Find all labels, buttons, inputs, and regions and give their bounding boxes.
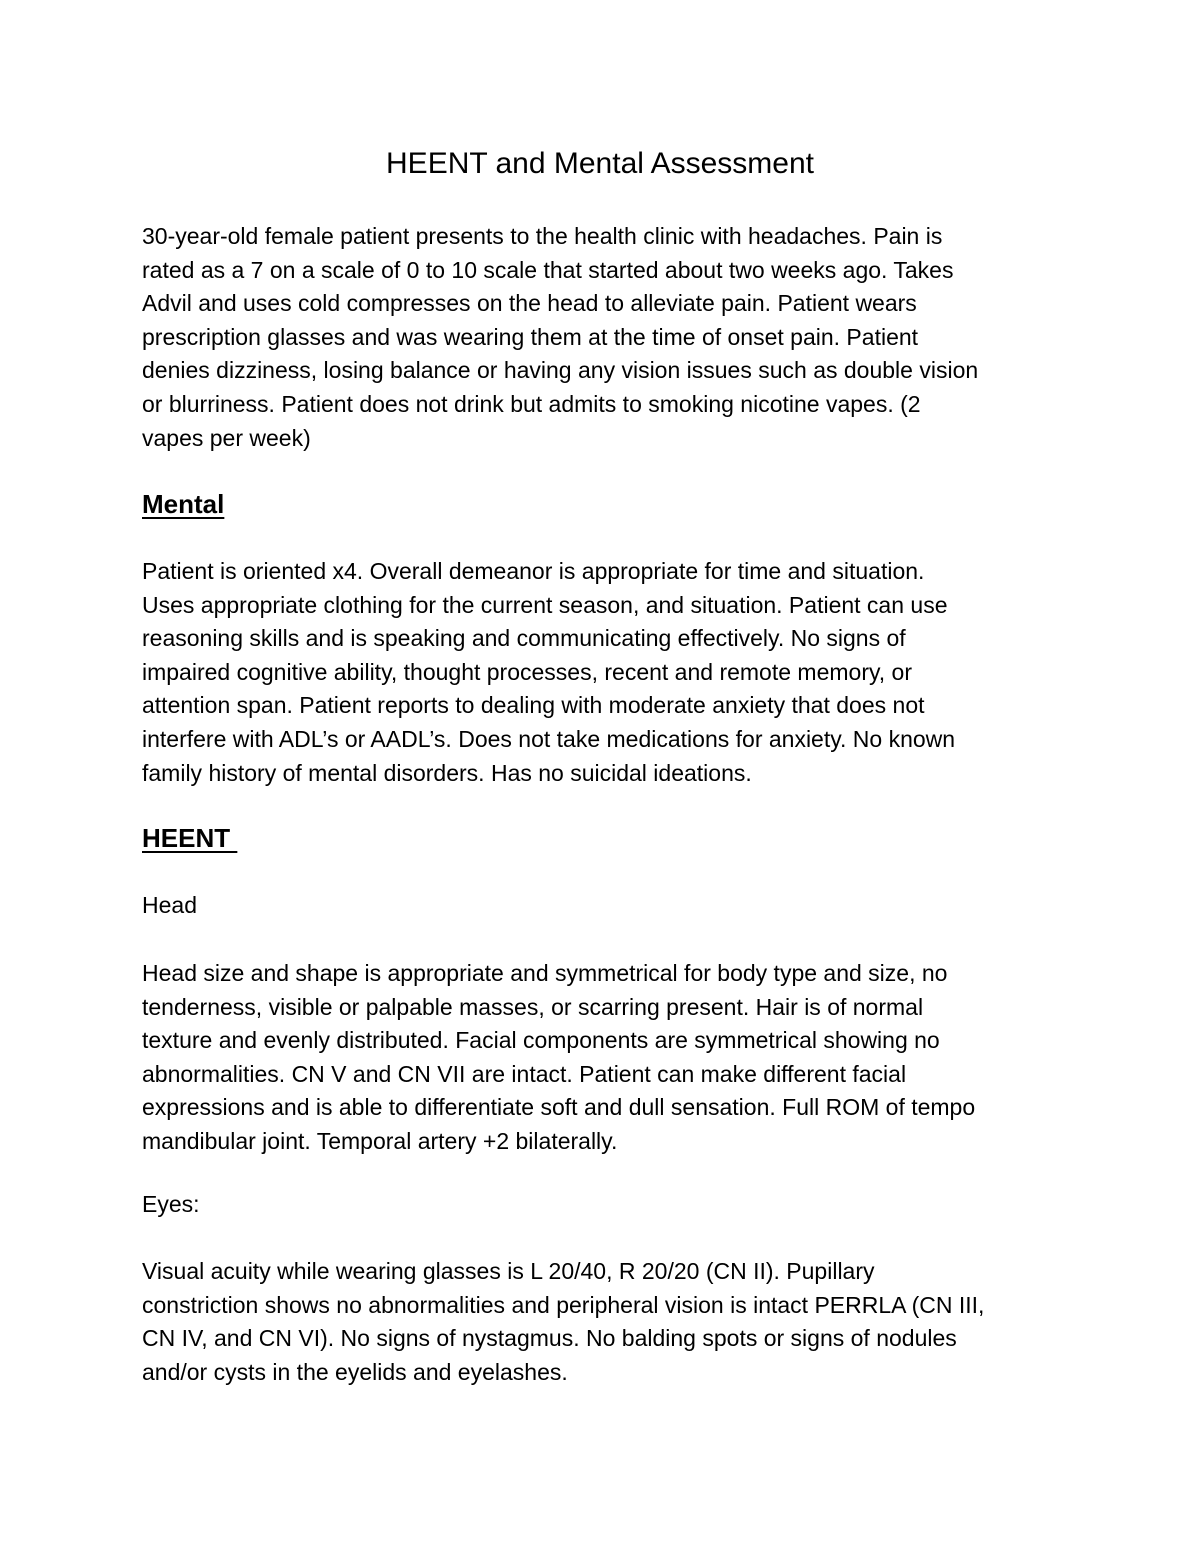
heent-heading: HEENT: [142, 823, 238, 853]
paragraph-line: vapes per week): [142, 424, 311, 451]
paragraph-line: and/or cysts in the eyelids and eyelashes.: [142, 1358, 568, 1385]
mental-heading: Mental: [142, 489, 225, 519]
intro-paragraph: [142, 220, 1072, 455]
paragraph-line: prescription glasses and was wearing them at the time of onset pain. Patient: [142, 323, 919, 350]
paragraph-line: family history of mental disorders. Has no suicidal ideations.: [142, 759, 752, 786]
document-title: HEENT and Mental Assessment: [386, 147, 814, 180]
paragraph-line: abnormalities. CN V and CN VII are intact. Patient can make different facial: [142, 1060, 907, 1087]
mental-paragraph: [142, 555, 1072, 790]
paragraph-line: impaired cognitive ability, thought processes, recent and remote memory, or: [142, 658, 913, 685]
paragraph-line: Patient is oriented x4. Overall demeanor is appropriate for time and situation.: [142, 558, 925, 584]
head-paragraph: [142, 957, 1072, 1159]
paragraph-line: rated as a 7 on a scale of 0 to 10 scale that started about two weeks ago. Takes: [142, 256, 954, 283]
paragraph-line: attention span. Patient reports to dealing with moderate anxiety that does not: [142, 692, 925, 719]
paragraph-line: Visual acuity while wearing glasses is L 20/40, R 20/20 (CN II). Pupillary: [142, 1258, 875, 1284]
paragraph-line: mandibular joint. Temporal artery +2 bilaterally.: [142, 1127, 618, 1154]
paragraph-line: CN IV, and CN VI). No signs of nystagmus. No balding spots or signs of nodules: [142, 1325, 957, 1352]
paragraph-line: interfere with ADL’s or AADL’s. Does not take medications for anxiety. No known: [142, 725, 956, 752]
paragraph-line: 30-year-old female patient presents to the health clinic with headaches. Pain is: [142, 223, 943, 249]
eyes-label: Eyes:: [142, 1191, 200, 1217]
paragraph-line: tenderness, visible or palpable masses, or scarring present. Hair is of normal: [142, 993, 924, 1020]
paragraph-line: constriction shows no abnormalities and peripheral vision is intact PERRLA (CN III,: [142, 1291, 985, 1318]
paragraph-line: reasoning skills and is speaking and communicating effectively. No signs of: [142, 625, 906, 652]
paragraph-line: Advil and uses cold compresses on the head to alleviate pain. Patient wears: [142, 290, 917, 317]
paragraph-line: Head size and shape is appropriate and symmetrical for body type and size, no: [142, 960, 948, 986]
paragraph-line: texture and evenly distributed. Facial components are symmetrical showing no: [142, 1027, 940, 1054]
paragraph-line: Uses appropriate clothing for the current season, and situation. Patient can use: [142, 591, 948, 618]
head-label: Head: [142, 892, 197, 918]
eyes-paragraph: [142, 1255, 1072, 1389]
paragraph-line: or blurriness. Patient does not drink but admits to smoking nicotine vapes. (2: [142, 390, 921, 417]
paragraph-line: denies dizziness, losing balance or having any vision issues such as double vision: [142, 357, 979, 384]
paragraph-line: expressions and is able to differentiate soft and dull sensation. Full ROM of tempo: [142, 1094, 976, 1121]
